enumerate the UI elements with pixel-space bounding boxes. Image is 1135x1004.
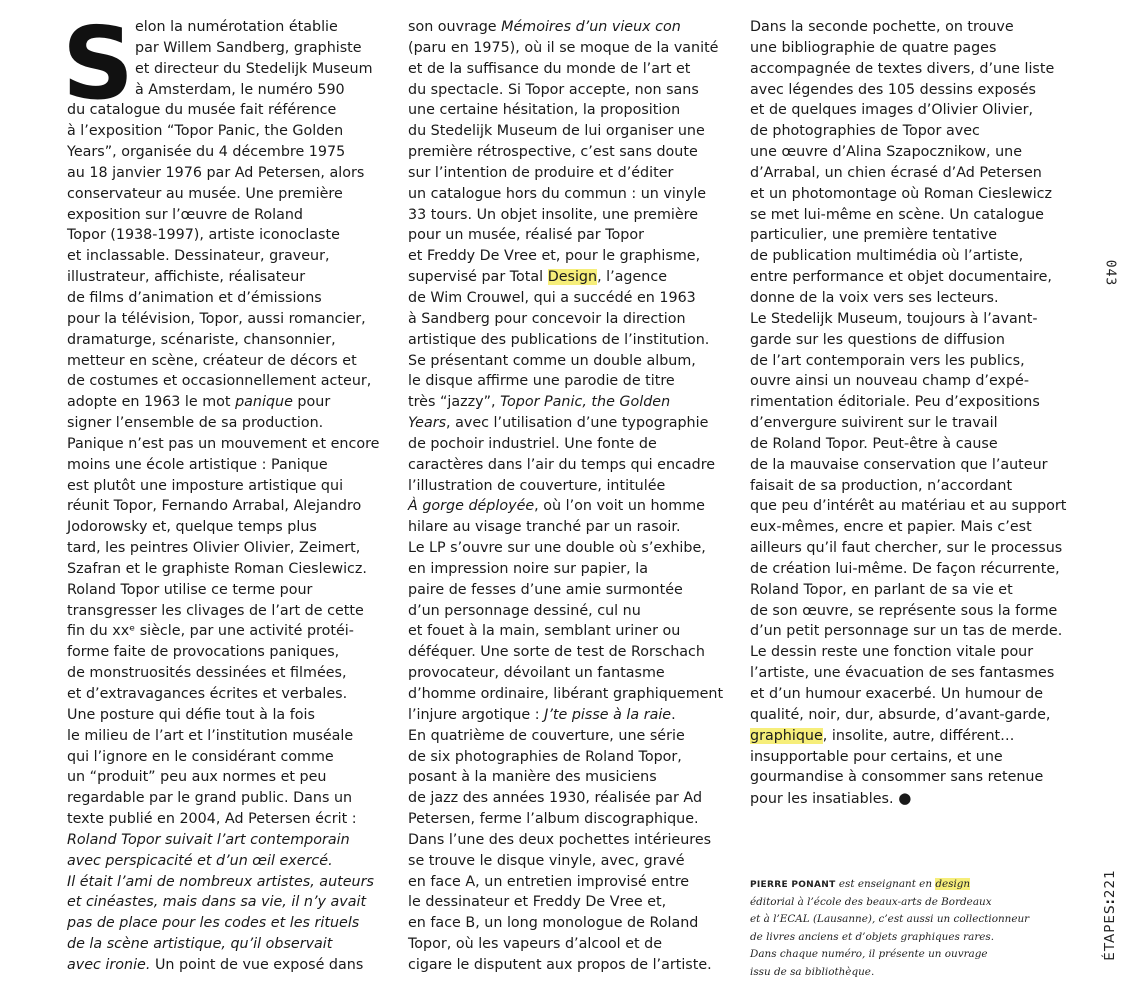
magazine-issue-label [1102,869,1118,960]
text-line [408,788,738,809]
text-line [408,246,738,267]
text-line [408,17,738,38]
line-text: accompagnée de textes divers, d’une liste [750,60,1055,77]
line-text: garde sur les questions de diffusion [750,331,1005,348]
text-line [750,726,1080,747]
text-line [750,17,1080,38]
text-line [408,59,738,80]
text-line [67,642,397,663]
line-text: faisait de sa production, n’accordant [750,477,1013,494]
line-text: d’Arrabal, un chien écrasé d’Ad Petersen [750,164,1042,181]
line-text: pour [292,394,331,411]
line-text: réunit Topor, Fernando Arrabal, Alejandro [67,498,362,515]
text-line [408,225,738,246]
line-text: déféquer. Une sorte de test de Rorschach [408,644,705,661]
line-text: d’un personnage dessiné, cul nu [408,602,641,619]
highlighted-keyword: design [935,878,971,890]
italic-text: Topor Panic, the Golden [500,394,671,411]
text-line [408,892,738,913]
line-text: transgresser les clivages de l’art de cette [67,602,364,619]
line-text: est enseignant en [835,878,936,890]
text-line [67,246,397,267]
text-line [750,517,1080,538]
line-text: artistique des publications de l’institution. [408,331,710,348]
text-line [408,371,738,392]
line-text: de jazz des années 1930, réalisée par Ad [408,790,703,807]
text-line [67,559,397,580]
text-line [750,392,1080,413]
text-line [750,413,1080,434]
line-text: Petersen, ferme l’album discographique. [408,811,699,828]
line-text: Dans la seconde pochette, on trouve [750,19,1014,35]
line-text: Jodorowsky et, quelque temps plus [67,519,317,536]
line-text: regardable par le grand public. Dans un [67,790,353,807]
line-text: forme faite de provocations paniques, [67,644,340,661]
text-line [408,309,738,330]
line-text: adopte en 1963 le mot [67,394,236,411]
text-line [67,913,397,934]
text-line [408,955,738,976]
line-text: cigare le disputent aux propos de l’artiste. [408,956,712,973]
text-line [408,351,738,372]
text-line [750,142,1080,163]
line-text: est plutôt une imposture artistique qui [67,477,344,494]
line-text: Dans l’une des deux pochettes intérieures [408,831,712,848]
line-text: Une posture qui défie tout à la fois [67,706,315,723]
end-mark: ● [893,789,912,808]
line-text: exposition sur l’œuvre de Roland [67,206,304,223]
line-text: de pochoir industriel. Une fonte de [408,435,657,452]
text-line [408,80,738,101]
text-line [408,288,738,309]
line-text: avec légendes des 105 dessins exposés [750,81,1037,98]
bio-line [750,964,1070,982]
line-text: le disque affirme une parodie de titre [408,373,675,390]
italic-text: et cinéastes, mais dans sa vie, il n’y avait [67,894,367,911]
line-text: metteur en scène, créateur de décors et [67,352,357,369]
line-text: dramaturge, scénariste, chansonnier, [67,331,336,348]
italic-text: Roland Topor suivait l’art contemporain [67,831,350,848]
text-line [750,163,1080,184]
line-text: caractères dans l’air du temps qui encadre [408,456,716,473]
line-text: et de quelques images d’Olivier Olivier, [750,102,1034,119]
text-line [750,684,1080,705]
line-text: du catalogue du musée fait référence [67,102,337,119]
line-text: pour la télévision, Topor, aussi romancier, [67,310,366,327]
bio-line [750,929,1070,947]
text-line [408,434,738,455]
line-text: à Amsterdam, le numéro 590 [135,81,345,98]
text-line [67,371,397,392]
line-text: de Roland Topor. Peut-être à cause [750,435,998,452]
text-line [67,851,397,872]
text-line [67,580,397,601]
text-line [750,184,1080,205]
text-line [750,225,1080,246]
line-text: et à l’ECAL (Lausanne), c’est aussi un collectionneur [750,913,1030,926]
text-line [408,163,738,184]
line-text: et d’extravagances écrites et verbales. [67,686,348,702]
page-number: 043 [1102,259,1118,287]
text-line [408,601,738,622]
text-line [750,747,1080,768]
text-line [67,17,397,38]
text-line [750,205,1080,226]
line-text: à l’exposition “Topor Panic, the Golden [67,123,344,140]
line-text: Topor (1938-1997), artiste iconoclaste [67,227,340,244]
line-text: rimentation éditoriale. Peu d’expositions [750,394,1040,411]
line-text: En quatrième de couverture, une série [408,727,685,744]
text-line [67,288,397,309]
text-line [67,413,397,434]
text-line [750,80,1080,101]
line-text: insupportable pour certains, et une [750,748,1003,765]
italic-text: J’te pisse à la raie [544,706,672,723]
line-text: en face B, un long monologue de Roland [408,915,699,932]
text-line [408,38,738,59]
line-text: et inclassable. Dessinateur, graveur, [67,248,330,265]
italic-text: avec perspicacité et d’un œil exercé. [67,852,333,869]
text-line [67,955,397,976]
highlighted-keyword: Design [547,269,598,286]
text-line [408,642,738,663]
line-text: une œuvre d’Alina Szapocznikow, une [750,144,1023,161]
line-text: conservateur au musée. Une première [67,185,343,202]
line-text: . [671,706,676,723]
line-text: Le dessin reste une fonction vitale pour [750,644,1034,661]
text-line [408,267,738,288]
line-text: signer l’ensemble de sa production. [67,415,324,432]
text-line [750,559,1080,580]
text-line [408,100,738,121]
text-line [408,913,738,934]
line-text: l’illustration de couverture, intitulée [408,477,666,494]
text-line [750,788,1080,809]
text-line [408,747,738,768]
magazine-name: ÉTAPES [1102,904,1118,961]
text-line [67,38,397,59]
line-text: , avec l’utilisation d’une typographie [446,415,709,432]
line-text: et un photomontage où Roman Cieslewicz [750,185,1053,202]
text-line [750,642,1080,663]
text-line [408,830,738,851]
text-line [408,330,738,351]
line-text: Un point de vue exposé dans [150,956,364,973]
italic-text: Il était l’ami de nombreux artistes, auteurs [67,873,374,890]
line-text: qui l’ignore en le considérant comme [67,748,334,765]
text-line [67,434,397,455]
text-line [750,705,1080,726]
text-line [750,351,1080,372]
line-text: son ouvrage [408,19,502,35]
line-text: de livres anciens et d’objets graphiques rares. [750,930,995,943]
line-text: éditorial à l’école des beaux-arts de Bordeaux [750,895,992,908]
line-text: se trouve le disque vinyle, avec, gravé [408,852,685,869]
line-text: elon la numérotation établie [135,19,338,35]
line-text: de six photographies de Roland Topor, [408,748,682,765]
text-line [67,100,397,121]
text-line [67,121,397,142]
line-text: que peu d’intérêt au matériau et au support [750,498,1067,515]
author-bio [750,876,1070,982]
line-text: de Wim Crouwel, qui a succédé en 1963 [408,289,696,306]
text-line [67,59,397,80]
line-text: Panique n’est pas un mouvement et encore [67,435,380,452]
text-line [750,496,1080,517]
line-text: , l’agence [597,269,668,286]
line-text: ailleurs qu’il faut chercher, sur le processus [750,540,1063,557]
text-line [750,59,1080,80]
line-text: de films d’animation et d’émissions [67,289,322,306]
line-text: sur l’intention de produire et d’éditer [408,164,674,181]
line-text: tard, les peintres Olivier Olivier, Zeimert, [67,540,361,557]
line-text: entre performance et objet documentaire, [750,269,1052,286]
text-line [67,330,397,351]
line-text: première rétrospective, c’est sans doute [408,144,698,161]
text-line [67,538,397,559]
line-text: et de la suffisance du monde de l’art et [408,60,691,77]
line-text: Topor, où les vapeurs d’alcool et de [408,936,663,953]
author-name: PIERRE PONANT [750,880,836,890]
line-text: le milieu de l’art et l’institution muséale [67,727,354,744]
line-text: d’envergure suivirent sur le travail [750,415,998,432]
line-text: de costumes et occasionnellement acteur, [67,373,372,390]
text-line [67,621,397,642]
line-text: et Freddy De Vree et, pour le graphisme, [408,248,701,265]
text-line [750,621,1080,642]
text-line [408,621,738,642]
text-line [67,351,397,372]
text-line [408,872,738,893]
text-line [67,476,397,497]
text-line [750,601,1080,622]
text-line [67,309,397,330]
drop-cap: S [62,5,135,122]
text-line [67,455,397,476]
line-text: très “jazzy”, [408,394,501,411]
line-text: donne de la voix vers ses lecteurs. [750,289,999,306]
text-line [408,392,738,413]
text-line [408,809,738,830]
bio-line [750,946,1070,964]
line-text: d’un petit personnage sur un tas de merde. [750,623,1063,640]
text-line [408,559,738,580]
text-line [750,580,1080,601]
text-line [67,225,397,246]
line-text: en face A, un entretien improvisé entre [408,873,690,890]
text-line [67,496,397,517]
italic-text: À gorge déployée [408,498,535,515]
line-text: Dans chaque numéro, il présente un ouvrage [750,948,988,961]
text-line [408,684,738,705]
bio-line [750,876,1070,894]
text-line [67,392,397,413]
line-text: eux-mêmes, encre et papier. Mais c’est [750,519,1032,536]
text-line [67,163,397,184]
line-text: du Stedelijk Museum de lui organiser une [408,123,705,140]
text-column-3 [750,17,1080,809]
line-text: particulier, une première tentative [750,227,998,244]
text-line [67,684,397,705]
text-line [750,476,1080,497]
line-text: par Willem Sandberg, graphiste [135,39,362,56]
line-text: supervisé par Total [408,269,548,286]
line-text: de son œuvre, se représente sous la forme [750,602,1058,619]
line-text: de photographies de Topor avec [750,123,980,140]
text-line [67,205,397,226]
line-text: paire de fesses d’une amie surmontée [408,581,683,598]
text-line [750,38,1080,59]
line-text: le dessinateur et Freddy De Vree et, [408,894,667,911]
text-line [67,267,397,288]
text-line [67,892,397,913]
line-text: hilare au visage tranché par un rasoir. [408,519,681,536]
text-line [408,121,738,142]
text-line [408,767,738,788]
text-line [67,184,397,205]
line-text: à Sandberg pour concevoir la direction [408,310,686,327]
text-line [750,246,1080,267]
text-line [750,267,1080,288]
italic-text: panique [235,394,293,411]
line-text: de création lui-même. De façon récurrente, [750,560,1060,577]
bio-line [750,894,1070,912]
text-line [67,747,397,768]
line-text: Roland Topor utilise ce terme pour [67,581,313,598]
text-line [67,830,397,851]
text-line [408,455,738,476]
line-text: l’artiste, une évacuation de ses fantasmes [750,665,1055,682]
text-line [67,705,397,726]
line-text: Years”, organisée du 4 décembre 1975 [67,144,346,161]
text-column-1 [67,17,397,976]
line-text: de la mauvaise conservation que l’auteur [750,456,1048,473]
line-text: , insolite, autre, différent… [822,727,1015,744]
line-text: l’injure argotique : [408,706,545,723]
text-line [67,726,397,747]
text-line [750,288,1080,309]
line-text: posant à la manière des musiciens [408,769,657,786]
line-text: et fouet à la main, semblant uriner ou [408,623,681,640]
line-text: , où l’on voit un homme [534,498,705,515]
line-text: Szafran et le graphiste Roman Cieslewicz. [67,560,367,577]
text-column-2 [408,17,738,976]
line-text: un catalogue hors du commun : un vinyle [408,185,707,202]
text-line [408,538,738,559]
line-text: gourmandise à consommer sans retenue [750,769,1044,786]
line-text: pour les insatiables. [750,791,894,808]
line-text: de publication multimédia où l’artiste, [750,248,1024,265]
italic-text: Mémoires d’un vieux con [501,19,681,35]
text-line [408,934,738,955]
text-line [750,100,1080,121]
line-text: un “produit” peu aux normes et peu [67,769,327,786]
text-line [67,767,397,788]
text-line [67,517,397,538]
italic-text: Years [408,415,447,432]
line-text: fin du xxᵉ siècle, par une activité protéi- [67,623,354,640]
text-line [750,309,1080,330]
line-text: de monstruosités dessinées et filmées, [67,665,347,682]
italic-text: avec ironie. [67,956,151,973]
text-line [750,121,1080,142]
line-text: 33 tours. Un objet insolite, une première [408,206,698,223]
line-text: provocateur, dévoilant un fantasme [408,665,665,682]
italic-text: de la scène artistique, qu’il observait [67,936,333,953]
line-text: se met lui-même en scène. Un catalogue [750,206,1044,223]
bio-line [750,911,1070,929]
text-line [750,330,1080,351]
text-line [750,538,1080,559]
text-line [408,496,738,517]
line-text: Le Stedelijk Museum, toujours à l’avant- [750,310,1038,327]
line-text: d’homme ordinaire, libérant graphiquement [408,686,724,702]
line-text: Le LP s’ouvre sur une double où s’exhibe, [408,540,706,557]
text-line [67,809,397,830]
line-text: Se présentant comme un double album, [408,352,696,369]
line-text: et directeur du Stedelijk Museum [135,60,373,77]
text-line [408,726,738,747]
text-line [408,142,738,163]
text-line [408,663,738,684]
highlighted-keyword: graphique [750,727,823,744]
line-text: une certaine hésitation, la proposition [408,102,681,119]
text-line [750,371,1080,392]
line-text: texte publié en 2004, Ad Petersen écrit : [67,811,357,828]
line-text: ouvre ainsi un nouveau champ d’expé- [750,373,1029,390]
line-text: de l’art contemporain vers les publics, [750,352,1025,369]
text-line [408,184,738,205]
text-line [408,205,738,226]
text-line [750,663,1080,684]
text-line [408,413,738,434]
text-line [750,434,1080,455]
text-line [67,663,397,684]
issue-number: 221 [1102,869,1118,899]
line-text: une bibliographie de quatre pages [750,39,997,56]
text-line [408,705,738,726]
line-text: illustrateur, affichiste, réalisateur [67,269,306,286]
italic-text: pas de place pour les codes et les rituels [67,915,360,932]
line-text: moins une école artistique : Panique [67,456,328,473]
line-text: Roland Topor, en parlant de sa vie et [750,581,1013,598]
text-line [408,517,738,538]
text-line [408,580,738,601]
text-line [67,142,397,163]
line-text: issu de sa bibliothèque. [750,965,875,978]
text-line [408,851,738,872]
line-text: et d’un humour exacerbé. Un humour de [750,686,1043,702]
text-line [67,872,397,893]
text-line [750,767,1080,788]
issue-separator: : [1102,898,1118,905]
line-text: qualité, noir, dur, absurde, d’avant-garde, [750,706,1051,723]
text-line [67,788,397,809]
line-text: en impression noire sur papier, la [408,560,648,577]
line-text: au 18 janvier 1976 par Ad Petersen, alors [67,164,365,181]
text-line [750,455,1080,476]
line-text: pour un musée, réalisé par Topor [408,227,644,244]
text-line [67,601,397,622]
text-line [67,934,397,955]
text-line [408,476,738,497]
line-text: du spectacle. Si Topor accepte, non sans [408,81,699,98]
line-text: (paru en 1975), où il se moque de la vanité [408,39,719,56]
text-line [67,80,397,101]
